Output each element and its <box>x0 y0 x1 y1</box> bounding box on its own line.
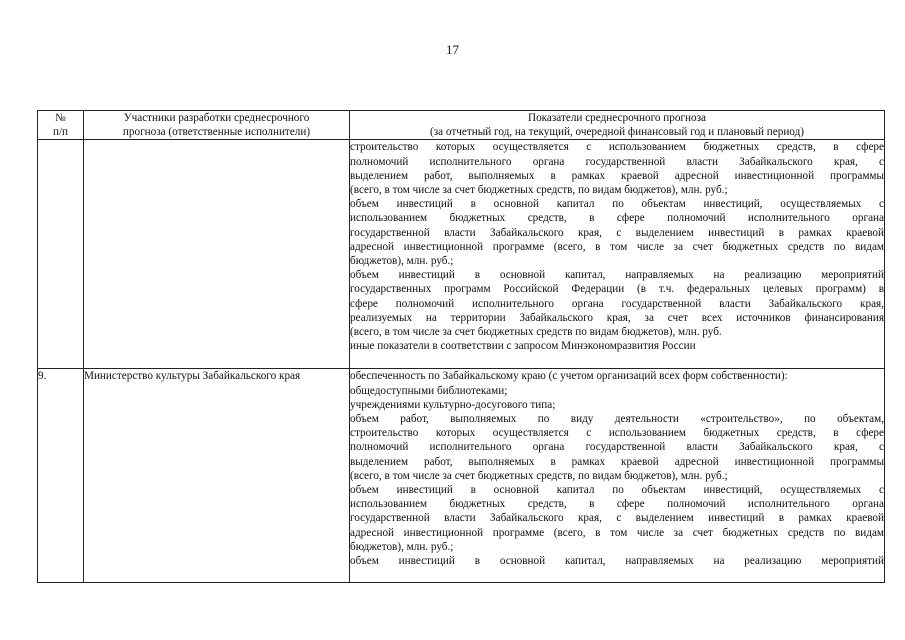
row-participant: Министерство культуры Забайкальского края <box>84 369 350 583</box>
indicator-line: сфере полномочий исполнительного органа государственной власти Забайкальского края, <box>350 297 884 310</box>
indicator-line: (всего, в том числе за счет бюджетных средств, по видам бюджетов), млн. руб.; <box>350 469 728 482</box>
indicator-line: объем инвестиций в основной капитал, направляемых на реализацию мероприятий <box>350 269 884 282</box>
indicator-line: государственной власти Забайкальского края, с выделением инвестиций в рамках краевой <box>350 512 884 525</box>
indicator-line: бюджетов), млн. руб.; <box>350 255 454 268</box>
indicator-line: объем работ, выполняемых по виду деятельности «строительство», по объектам, <box>350 413 884 426</box>
row-number: 9. <box>38 369 84 583</box>
indicator-line: полномочий исполнительного органа государственной власти Забайкальского края, с <box>350 441 884 454</box>
row-indicators <box>350 140 885 369</box>
indicator-line: общедоступными библиотеками; <box>350 384 508 397</box>
forecast-table <box>37 110 885 583</box>
row-indicators <box>350 369 885 583</box>
indicator-line: реализуемых на территории Забайкальского края, за счет всех источников финансирования <box>350 311 884 324</box>
header-participants-line: прогноза (ответственные исполнители) <box>122 126 311 139</box>
indicator-line: выделением работ, выполняемых в рамках краевой адресной инвестиционной программы <box>350 169 884 182</box>
indicator-line: использованием бюджетных средств, в сфере полномочий исполнительного органа <box>350 212 884 225</box>
header-participants-line: Участники разработки среднесрочного <box>123 112 310 124</box>
indicator-line: адресной инвестиционной программе (всего, в том числе за счет бюджетных средств по видам <box>350 526 884 539</box>
indicator-line: адресной инвестиционной программе (всего, в том числе за счет бюджетных средств по видам <box>350 240 884 253</box>
indicator-line: государственных программ Российской Федерации (в т.ч. федеральных целевых программ) в <box>350 283 884 296</box>
indicator-line: (всего, в том числе за счет бюджетных средств, по видам бюджетов), млн. руб.; <box>350 184 728 197</box>
row-participant <box>84 140 350 369</box>
indicator-line: иные показатели в соответствии с запросом Минэкономразвития России <box>350 340 696 353</box>
indicator-line: обеспеченность по Забайкальскому краю (с учетом организаций всех форм собственности): <box>350 370 788 383</box>
header-num <box>38 111 84 140</box>
indicator-line: строительство которых осуществляется с использованием бюджетных средств, в сфере <box>350 427 884 440</box>
page-number: 17 <box>446 42 459 57</box>
indicator-line: объем инвестиций в основной капитал, направляемых на реализацию мероприятий <box>350 555 884 568</box>
header-indicators-line: (за отчетный год, на текущий, очередной финансовый год и плановый период) <box>430 126 804 139</box>
indicator-line: строительство которых осуществляется с использованием бюджетных средств, в сфере <box>350 141 884 154</box>
header-indicators-line: Показатели среднесрочного прогноза <box>527 112 707 124</box>
header-num-line: п/п <box>52 126 69 139</box>
header-num-line: № <box>55 112 66 124</box>
indicator-line: использованием бюджетных средств, в сфере полномочий исполнительного органа <box>350 498 884 511</box>
indicator-line: объем инвестиций в основной капитал по объектам инвестиций, осуществляемых с <box>350 484 884 497</box>
header-indicators <box>350 111 885 140</box>
indicator-line: объем инвестиций в основной капитал по объектам инвестиций, осуществляемых с <box>350 198 884 211</box>
table-row <box>38 369 885 583</box>
indicator-line: учреждениями культурно-досугового типа; <box>350 398 556 411</box>
header-participants <box>84 111 350 140</box>
indicator-line: (всего, в том числе за счет бюджетных средств по видам бюджетов), млн. руб. <box>350 326 722 339</box>
indicator-line: выделением работ, выполняемых в рамках краевой адресной инвестиционной программы <box>350 455 884 468</box>
table-header-row <box>38 111 885 140</box>
indicator-line: бюджетов), млн. руб.; <box>350 540 454 553</box>
indicator-line: полномочий исполнительного органа государственной власти Забайкальского края, с <box>350 155 884 168</box>
table-row <box>38 140 885 369</box>
indicator-line: государственной власти Забайкальского края, с выделением инвестиций в рамках краевой <box>350 226 884 239</box>
row-number <box>38 140 84 369</box>
